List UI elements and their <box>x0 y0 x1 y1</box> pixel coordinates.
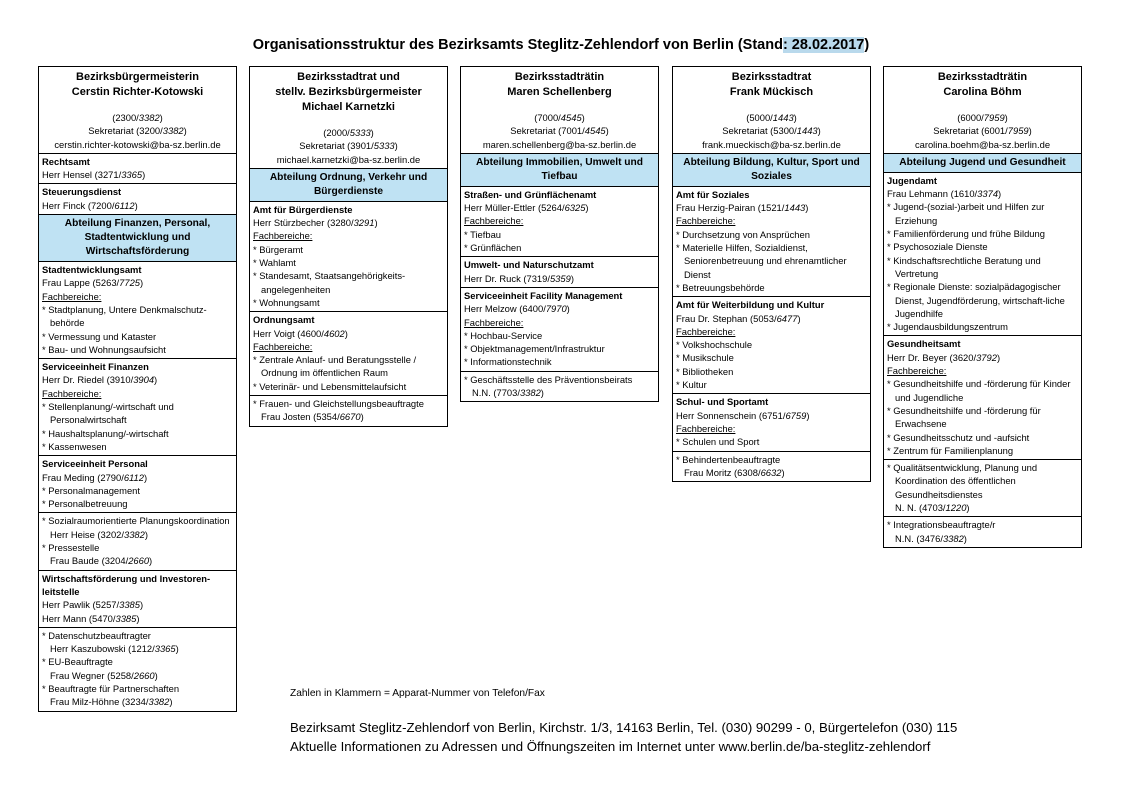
staff-box <box>883 516 1082 548</box>
leader-box <box>249 66 448 169</box>
leader-email: frank.mueckisch@ba-sz.berlin.de <box>702 138 841 150</box>
list-item: * Wahlamt <box>253 256 444 269</box>
fachbereiche-label: Fachbereiche: <box>253 340 313 352</box>
staff-box <box>38 627 237 712</box>
secretariat-phone: Sekretariat (6001/7959) <box>933 125 1032 137</box>
office-head: Herr Hensel (3271/3365) <box>42 169 146 181</box>
staff-person: Frau Baude (3204/2660) <box>50 555 153 567</box>
leader-name-line2: Michael Karnetzki <box>302 101 395 113</box>
list-item: * Jugend-(sozial-)arbeit und Hilfen zur Erziehung <box>887 200 1078 227</box>
leader-box <box>672 66 871 154</box>
office-head: Herr Dr. Riedel (3910/3904) <box>42 374 158 386</box>
office-head: Frau Dr. Stephan (5053/6477) <box>676 312 801 324</box>
office-box <box>672 296 871 394</box>
list-item: * Personalmanagement <box>42 484 233 497</box>
page-title: Organisationsstruktur des Bezirksamts Steglitz-Zehlendorf von Berlin (Stand: 28.02.2017) <box>252 37 870 53</box>
date-highlight: : 28.02.2017 <box>782 37 865 53</box>
office-head: Herr Finck (7200/6112) <box>42 199 138 211</box>
secretariat-phone: Sekretariat (3901/5333) <box>299 140 398 152</box>
office-name: Serviceeinheit Personal <box>42 458 148 470</box>
staff-function: * Behindertenbeauftragte <box>676 453 867 466</box>
office-head: Herr Pawlik (5257/3385) <box>42 599 144 611</box>
list-item: * Objektmanagement/Infrastruktur <box>464 342 655 355</box>
leader-name: Maren Schellenberg <box>507 86 612 98</box>
list-item: * Bibliotheken <box>676 365 867 378</box>
fachbereiche-label: Fachbereiche: <box>464 215 524 227</box>
office-name: Serviceeinheit Finanzen <box>42 361 149 373</box>
leader-role: Bezirksstadtrat <box>731 71 812 83</box>
office-name: Amt für Soziales <box>676 188 750 200</box>
staff-person: Frau Wegner (5258/2660) <box>50 669 158 681</box>
spacer <box>676 100 867 111</box>
list-item: * Standesamt, Staatsangehörigkeits-angelegenheiten <box>253 269 444 296</box>
list-item: * Stellenplanung/-wirtschaft und Personalwirtschaft <box>42 400 233 427</box>
office-box <box>38 455 237 513</box>
office-head: Frau Lehmann (1610/3374) <box>887 188 1002 200</box>
list-item: * Grünflächen <box>464 241 655 254</box>
staff-person: Frau Moritz (6308/6632) <box>684 466 785 478</box>
column-bildung <box>672 66 871 482</box>
footer-web: Aktuelle Informationen zu Adressen und Öffnungszeiten im Internet unter www.berlin.de/ba-steglitz-zehlendorf <box>290 739 931 754</box>
office-head: Herr Sonnenschein (6751/6759) <box>676 409 810 421</box>
office-box <box>38 183 237 215</box>
office-name: Wirtschaftsförderung und Investoren-leitstelle <box>42 572 211 597</box>
department-header: Abteilung Immobilien, Umwelt und Tiefbau <box>460 153 659 187</box>
leader-phone: (6000/7959) <box>957 112 1008 123</box>
office-name: Steuerungsdienst <box>42 186 122 198</box>
list-item: * Veterinär- und Lebensmittelaufsicht <box>253 380 444 393</box>
list-item: * Kassenwesen <box>42 440 233 453</box>
office-box <box>672 186 871 297</box>
list-item: * Wohnungsamt <box>253 296 444 309</box>
leader-box <box>38 66 237 154</box>
leader-name: stellv. Bezirksbürgermeister <box>275 86 422 98</box>
office-box <box>249 311 448 396</box>
leader-role: Bezirksstadträtin <box>514 71 605 83</box>
leader-box <box>883 66 1082 154</box>
office-head: Herr Müller-Ettler (5264/6325) <box>464 202 589 214</box>
office-head: Frau Meding (2790/6112) <box>42 471 148 483</box>
list-item: * Volkshochschule <box>676 338 867 351</box>
legend-note: Zahlen in Klammern = Apparat-Nummer von Telefon/Fax <box>290 688 545 699</box>
list-item: * Haushaltsplanung/-wirtschaft <box>42 427 233 440</box>
secretariat-phone: Sekretariat (3200/3382) <box>88 125 187 137</box>
leader-name: Carolina Böhm <box>943 86 1022 98</box>
list-item: * Kindschaftsrechtliche Beratung und Vertretung <box>887 254 1078 281</box>
list-item: * Durchsetzung von Ansprüchen <box>676 228 867 241</box>
department-header: Abteilung Bildung, Kultur, Sport und Soziales <box>672 153 871 187</box>
office-name: Jugendamt <box>887 174 938 186</box>
fachbereiche-label: Fachbereiche: <box>253 230 313 242</box>
office-head-2: Herr Mann (5470/3385) <box>42 612 140 624</box>
list-item: * Vermessung und Kataster <box>42 330 233 343</box>
secretariat-phone: Sekretariat (7001/4545) <box>510 125 609 137</box>
office-name: Straßen- und Grünflächenamt <box>464 188 597 200</box>
office-name: Amt für Weiterbildung und Kultur <box>676 299 825 311</box>
list-item: * Zentrale Anlauf- und Beratungsstelle / Ordnung im öffentlichen Raum <box>253 353 444 380</box>
staff-person: Frau Josten (5354/6670) <box>261 411 364 423</box>
office-head: Herr Dr. Beyer (3620/3792) <box>887 351 1001 363</box>
column-jugend <box>883 66 1082 548</box>
leader-role: Bezirksstadträtin <box>937 71 1028 83</box>
staff-box <box>672 451 871 483</box>
fachbereiche-label: Fachbereiche: <box>42 387 102 399</box>
leader-role: Bezirksstadtrat und <box>297 71 400 83</box>
office-box <box>38 261 237 359</box>
office-box <box>38 570 237 628</box>
office-name: Ordnungsamt <box>253 314 315 326</box>
office-name: Stadtentwicklungsamt <box>42 264 142 276</box>
list-item: * Materielle Hilfen, Sozialdienst, Seniorenbetreuung und ehrenamtlicher Dienst <box>676 241 867 281</box>
department-header: Abteilung Finanzen, Personal, Stadtentwicklung und Wirtschaftsförderung <box>38 214 237 262</box>
office-name: Schul- und Sportamt <box>676 396 769 408</box>
secretariat-phone: Sekretariat (5300/1443) <box>722 125 821 137</box>
staff-function: * EU-Beauftragte <box>42 655 233 668</box>
office-box <box>460 287 659 372</box>
fachbereiche-label: Fachbereiche: <box>464 316 524 328</box>
office-name: Amt für Bürgerdienste <box>253 203 353 215</box>
staff-function: * Geschäftsstelle des Präventionsbeirats <box>464 373 655 386</box>
leader-email: cerstin.richter-kotowski@ba-sz.berlin.de <box>54 138 221 150</box>
office-head: Frau Herzig-Pairan (1521/1443) <box>676 202 809 214</box>
list-item: * Betreuungsbehörde <box>676 281 867 294</box>
office-box <box>38 358 237 456</box>
staff-box <box>249 395 448 427</box>
leader-email: maren.schellenberg@ba-sz.berlin.de <box>482 138 637 150</box>
list-item: * Stadtplanung, Untere Denkmalschutz-behörde <box>42 303 233 330</box>
staff-person: Herr Kaszubowski (1212/3365) <box>50 643 179 655</box>
fachbereiche-label: Fachbereiche: <box>676 325 736 337</box>
column-buergermeisterin <box>38 66 237 712</box>
department-header: Abteilung Ordnung, Verkehr und Bürgerdienste <box>249 168 448 202</box>
list-item: * Bau- und Wohnungsaufsicht <box>42 343 233 356</box>
staff-person: Frau Milz-Höhne (3234/3382) <box>50 696 173 708</box>
office-name: Rechtsamt <box>42 155 90 167</box>
staff-person: N.N. (3476/3382) <box>895 532 967 544</box>
fachbereiche-label: Fachbereiche: <box>676 422 736 434</box>
spacer <box>42 100 233 111</box>
leader-name: Cerstin Richter-Kotowski <box>71 86 204 98</box>
office-head: Herr Stürzbecher (3280/3291) <box>253 217 378 229</box>
leader-phone: (7000/4545) <box>534 112 585 123</box>
office-box <box>460 256 659 288</box>
department-header: Abteilung Jugend und Gesundheit <box>883 153 1082 173</box>
leader-phone: (5000/1443) <box>746 112 797 123</box>
staff-person: N. N. (4703/1220) <box>895 502 970 514</box>
leader-box <box>460 66 659 154</box>
spacer <box>464 100 655 111</box>
list-item: * Hochbau-Service <box>464 329 655 342</box>
leader-role: Bezirksbürgermeisterin <box>76 71 199 83</box>
list-item: * Tiefbau <box>464 228 655 241</box>
list-item: * Personalbetreuung <box>42 497 233 510</box>
footer-address: Bezirksamt Steglitz-Zehlendorf von Berlin, Kirchstr. 1/3, 14163 Berlin, Tel. (030) 90299 - 0, Bürgertelefon (030) 115 <box>290 720 958 735</box>
leader-email: carolina.boehm@ba-sz.berlin.de <box>914 138 1051 150</box>
list-item: * Bürgeramt <box>253 243 444 256</box>
staff-function: * Qualitätsentwicklung, Planung und Koordination des öffentlichen Gesundheitsdienstes <box>887 461 1078 501</box>
leader-name: Frank Mückisch <box>729 86 814 98</box>
office-name: Gesundheitsamt <box>887 338 961 350</box>
column-immobilien <box>460 66 659 402</box>
office-head: Frau Lappe (5263/7725) <box>42 277 144 289</box>
office-head: Herr Melzow (6400/7970) <box>464 303 570 315</box>
staff-person: Herr Heise (3202/3382) <box>50 528 148 540</box>
list-item: * Kultur <box>676 378 867 391</box>
staff-function: * Pressestelle <box>42 541 233 554</box>
office-name: Umwelt- und Naturschutzamt <box>464 259 594 271</box>
leader-phone: (2300/3382) <box>112 112 163 123</box>
office-box <box>672 393 871 451</box>
list-item: * Regionale Dienste: sozialpädagogischer Dienst, Jugendförderung, wirtschaft-liche Jugendhilfe <box>887 280 1078 320</box>
staff-person: N.N. (7703/3382) <box>472 387 544 399</box>
office-box <box>38 153 237 185</box>
list-item: * Psychosoziale Dienste <box>887 240 1078 253</box>
spacer <box>887 100 1078 111</box>
staff-function: * Datenschutzbeauftragter <box>42 629 233 642</box>
office-box <box>883 172 1082 337</box>
list-item: * Familienförderung und frühe Bildung <box>887 227 1078 240</box>
staff-function: * Integrationsbeauftragte/r <box>887 518 1078 531</box>
spacer <box>253 115 444 126</box>
staff-function: * Beauftragte für Partnerschaften <box>42 682 233 695</box>
fachbereiche-label: Fachbereiche: <box>42 290 102 302</box>
office-box <box>460 186 659 257</box>
office-name: Serviceeinheit Facility Management <box>464 289 623 301</box>
staff-function: * Frauen- und Gleichstellungsbeauftragte <box>253 397 444 410</box>
list-item: * Musikschule <box>676 351 867 364</box>
office-box <box>249 201 448 312</box>
staff-box <box>460 371 659 403</box>
list-item: * Informationstechnik <box>464 355 655 368</box>
list-item: * Gesundheitshilfe und -förderung für Kinder und Jugendliche <box>887 377 1078 404</box>
list-item: * Schulen und Sport <box>676 435 867 448</box>
leader-email: michael.karnetzki@ba-sz.berlin.de <box>276 153 421 165</box>
staff-box <box>38 512 237 570</box>
leader-phone: (2000/5333) <box>323 127 374 138</box>
list-item: * Gesundheitsschutz und -aufsicht <box>887 431 1078 444</box>
list-item: * Gesundheitshilfe und -förderung für Erwachsene <box>887 404 1078 431</box>
staff-function: * Sozialraumorientierte Planungskoordination <box>42 514 233 527</box>
office-head: Herr Voigt (4600/4602) <box>253 327 348 339</box>
fachbereiche-label: Fachbereiche: <box>676 215 736 227</box>
list-item: * Zentrum für Familienplanung <box>887 444 1078 457</box>
list-item: * Jugendausbildungszentrum <box>887 320 1078 333</box>
office-head: Herr Dr. Ruck (7319/5359) <box>464 272 574 284</box>
fachbereiche-label: Fachbereiche: <box>887 365 947 377</box>
column-ordnung <box>249 66 448 427</box>
staff-box <box>883 459 1082 517</box>
office-box <box>883 335 1082 460</box>
